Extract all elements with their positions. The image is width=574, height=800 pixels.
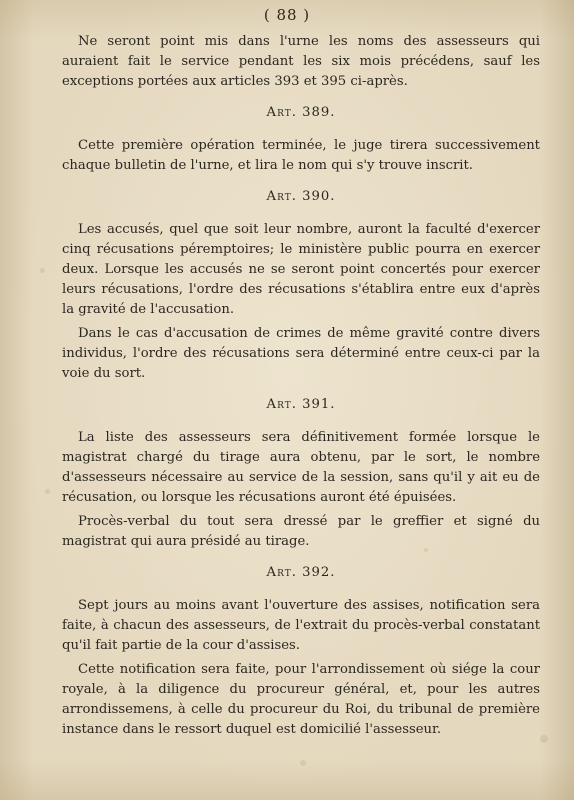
article-heading: Art. 390. <box>266 189 336 204</box>
paper-stain <box>300 760 306 766</box>
paragraph: Cette première opération terminée, le juge tirera successivement chaque bulletin de l'urne, et lira le nom qui s'y trouve inscrit. <box>62 138 540 173</box>
paragraph: Cette notification sera faite, pour l'arrondissement où siége la cour royale, à la diligence du procureur général, et, pour les autres arrondissemens, à celle du procureur du Roi, du tribunal de première instance dans le ressort duquel est domicilié l'assesseur. <box>62 662 540 737</box>
paper-stain <box>45 489 50 494</box>
paper-stain <box>40 268 45 273</box>
paragraph: Sept jours au moins avant l'ouverture des assises, notification sera faite, à chacun des assesseurs, de l'extrait du procès-verbal constatant qu'il fait partie de la cour d'assises. <box>62 598 540 653</box>
paragraph: Ne seront point mis dans l'urne les noms des assesseurs qui auraient fait le service pendant les six mois précédens, sauf les exceptions portées aux articles 393 et 395 ci-après. <box>62 34 540 89</box>
page-number: ( 88 ) <box>263 6 311 24</box>
article-heading: Art. 392. <box>266 565 336 580</box>
body-text <box>62 32 540 740</box>
paragraph: Les accusés, quel que soit leur nombre, auront la faculté d'exercer cinq récusations péremptoires; le ministère public pourra en exercer deux. Lorsque les accusés ne se seront point concertés pour exercer leurs récusations, l'ordre des récusations s'établira entre eux d'après la gravité de l'accusation. <box>62 222 540 317</box>
paragraph: Dans le cas d'accusation de crimes de même gravité contre divers individus, l'ordre des récusations sera déterminé entre ceux-ci par la voie du sort. <box>62 326 540 381</box>
article-heading: Art. 391. <box>266 397 336 412</box>
article-heading: Art. 389. <box>266 105 336 120</box>
paragraph: La liste des assesseurs sera définitivement formée lorsque le magistrat chargé du tirage aura obtenu, par le sort, le nombre d'assesseurs nécessaire au service de la session, sans qu'il y ait eu de récusation, ou lorsque les récusations auront été épuisées. <box>62 430 540 505</box>
paragraph: Procès-verbal du tout sera dressé par le greffier et signé du magistrat qui aura présidé au tirage. <box>62 514 540 549</box>
paper-stain <box>540 735 548 743</box>
